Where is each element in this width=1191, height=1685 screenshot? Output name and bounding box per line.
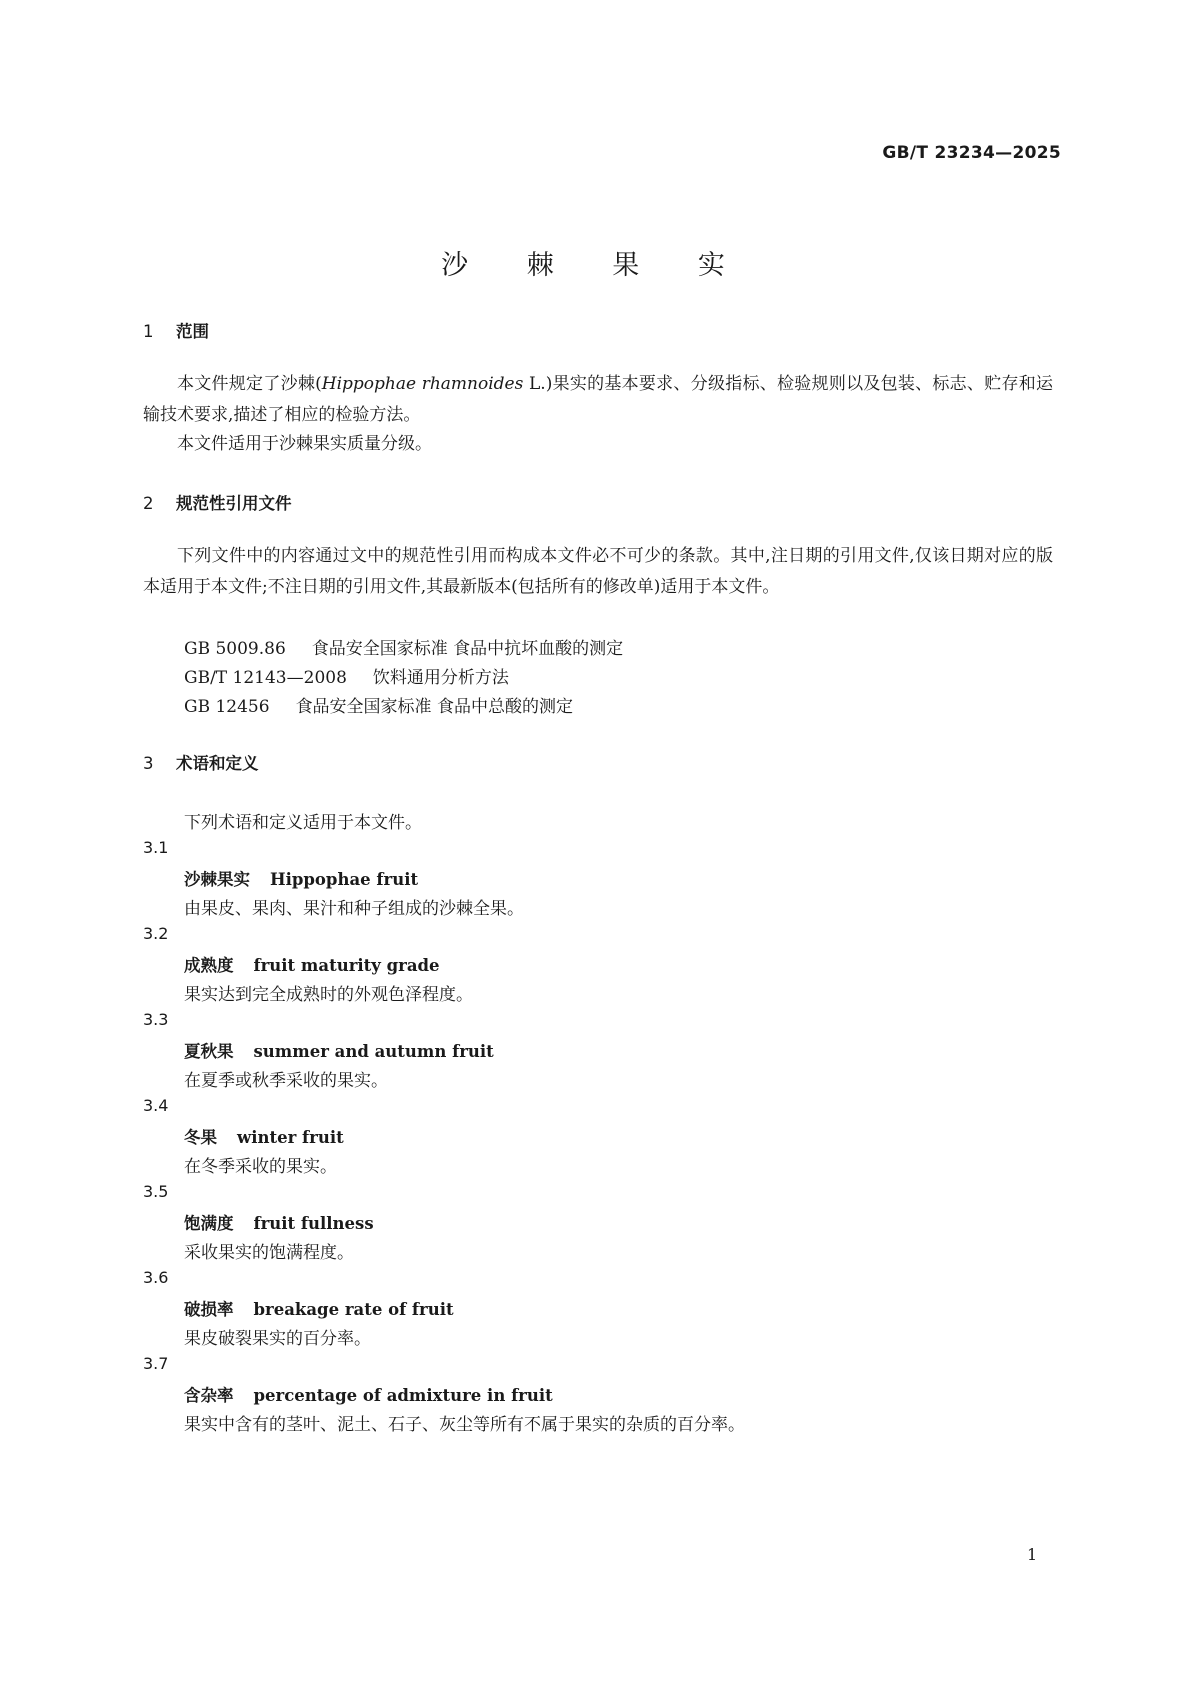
term-cn: 沙棘果实 [184, 870, 250, 889]
reference-title: 食品安全国家标准 食品中总酸的测定 [295, 697, 573, 717]
term-definition: 采收果实的饱满程度。 [184, 1243, 354, 1263]
term-title [184, 1382, 553, 1406]
section-title: 规范性引用文件 [176, 494, 292, 513]
term-cn: 夏秋果 [184, 1042, 234, 1061]
term-title [184, 866, 418, 890]
standard-number: GB/T 23234—2025 [882, 143, 1061, 163]
scope-text-post: L.)果实的基本要求、分级指标、检验规则以及包装、标志、贮存和运输技术要求,描述了相应的检验方法。 [143, 374, 1053, 425]
term-en: fruit maturity grade [253, 956, 440, 975]
term-number: 3.7 [143, 1354, 169, 1373]
section-heading-normative-refs [143, 490, 292, 514]
section-number: 1 [143, 322, 154, 341]
term-cn: 冬果 [184, 1128, 217, 1147]
term-number: 3.3 [143, 1010, 169, 1029]
section-number: 3 [143, 754, 154, 773]
reference-code: GB 5009.86 [184, 639, 286, 659]
term-en: fruit fullness [253, 1214, 374, 1233]
term-cn: 成熟度 [184, 956, 234, 975]
term-number: 3.4 [143, 1096, 169, 1115]
normative-refs-intro: 下列文件中的内容通过文中的规范性引用而构成本文件必不可少的条款。其中,注日期的引用文件,仅该日期对应的版本适用于本文件;不注日期的引用文件,其最新版本(包括所有的修改单)适用于本文件。 [143, 546, 1053, 597]
term-definition: 果实中含有的茎叶、泥土、石子、灰尘等所有不属于果实的杂质的百分率。 [184, 1415, 745, 1435]
term-number: 3.5 [143, 1182, 169, 1201]
latin-species-name: Hippophae rhamnoides [321, 374, 524, 394]
section-title: 范围 [176, 322, 209, 341]
term-definition: 由果皮、果肉、果汁和种子组成的沙棘全果。 [184, 899, 524, 919]
term-en: Hippophae fruit [270, 870, 419, 889]
term-number: 3.2 [143, 924, 169, 943]
term-en: percentage of admixture in fruit [253, 1386, 553, 1405]
term-title [184, 1124, 344, 1148]
reference-item [184, 663, 509, 688]
term-number: 3.1 [143, 838, 169, 857]
terms-intro: 下列术语和定义适用于本文件。 [184, 813, 422, 833]
section-heading-terms [143, 750, 259, 774]
term-number: 3.6 [143, 1268, 169, 1287]
reference-title: 饮料通用分析方法 [372, 668, 509, 688]
scope-text-pre: 本文件规定了沙棘( [177, 374, 322, 394]
reference-item [184, 634, 623, 659]
section-title: 术语和定义 [176, 754, 259, 773]
reference-item [184, 692, 573, 717]
page-number: 1 [1027, 1545, 1038, 1564]
reference-code: GB 12456 [184, 697, 270, 717]
term-definition: 果皮破裂果实的百分率。 [184, 1329, 371, 1349]
term-cn: 饱满度 [184, 1214, 234, 1233]
term-title [184, 1210, 374, 1234]
scope-paragraph-1 [143, 369, 1053, 431]
section-number: 2 [143, 494, 154, 513]
section-heading-scope [143, 318, 209, 342]
term-en: breakage rate of fruit [253, 1300, 454, 1319]
term-cn: 含杂率 [184, 1386, 234, 1405]
term-title [184, 1038, 494, 1062]
term-definition: 果实达到完全成熟时的外观色泽程度。 [184, 985, 473, 1005]
term-en: winter fruit [237, 1128, 344, 1147]
term-definition: 在冬季采收的果实。 [184, 1157, 337, 1177]
term-definition: 在夏季或秋季采收的果实。 [184, 1071, 388, 1091]
reference-code: GB/T 12143—2008 [184, 668, 347, 688]
term-title [184, 1296, 454, 1320]
term-title [184, 952, 440, 976]
scope-paragraph-2: 本文件适用于沙棘果实质量分级。 [177, 434, 432, 454]
reference-title: 食品安全国家标准 食品中抗坏血酸的测定 [311, 639, 624, 659]
term-cn: 破损率 [184, 1300, 234, 1319]
term-en: summer and autumn fruit [253, 1042, 494, 1061]
document-title: 沙 棘 果 实 [441, 250, 750, 281]
